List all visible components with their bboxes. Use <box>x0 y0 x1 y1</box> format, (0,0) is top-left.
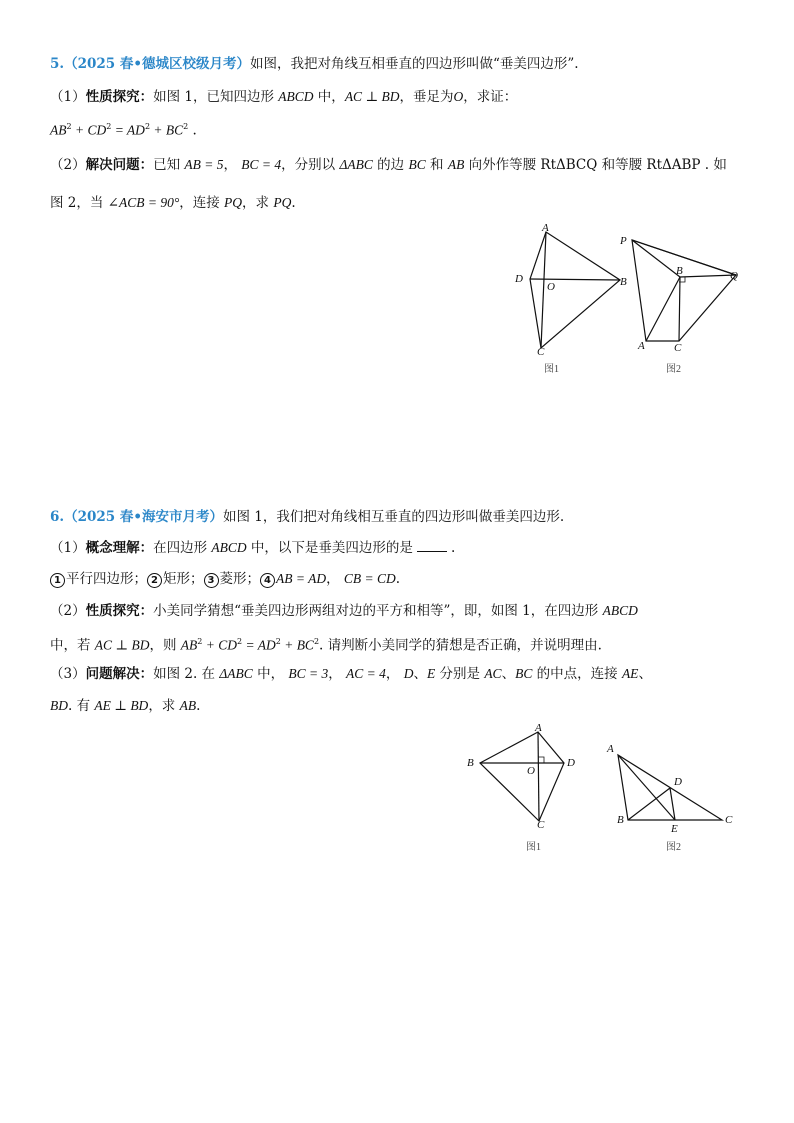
vertex-a: A <box>542 222 549 234</box>
q6-part3-text: . <box>196 698 201 714</box>
q5-part2-text: ，求 <box>242 195 274 211</box>
q5-part2-text: 已知 <box>153 157 185 173</box>
q6-quad-name: ABCD <box>211 540 247 555</box>
q6-figure-2 <box>600 740 750 860</box>
option-3-marker: 3 <box>204 573 219 588</box>
q6-part3-line <box>50 665 652 683</box>
q5-part2-line2 <box>50 194 296 212</box>
segment-bc <box>679 277 680 341</box>
q5-part2-text: 向外作等腰 RtΔBCQ 和等腰 RtΔABP . 如 <box>464 157 727 173</box>
q6-figure-1 <box>466 720 586 860</box>
figure-caption: 图1 <box>544 364 559 375</box>
q6-part2-text: 中，若 <box>50 637 95 654</box>
vertex-a: A <box>607 743 614 755</box>
segment-ab <box>646 277 680 341</box>
q5-source: （2025 春•德城区校级月考） <box>64 56 250 72</box>
q5-figure-2 <box>618 232 748 382</box>
q5-side: BC <box>408 157 426 172</box>
q5-segment: PQ <box>224 195 243 210</box>
q5-side: AB <box>447 157 465 172</box>
q6-part2-text: . 请判断小美同学的猜想是否正确，并说明理由. <box>319 637 602 654</box>
option-1: 平行四边形； <box>66 571 147 587</box>
option-4-cond-a: AB = AD <box>276 571 327 586</box>
q5-foot-point: O <box>453 89 464 104</box>
figure-caption: 图1 <box>526 842 541 853</box>
q5-bc-value: BC = 4 <box>241 157 282 172</box>
q5-part1-text: ，求证： <box>463 89 518 105</box>
formula-term: + CD <box>71 122 107 138</box>
formula-term: + CD <box>202 637 238 653</box>
q6-part3-text: ， <box>385 666 404 682</box>
q6-part3-text: 、 <box>413 666 427 682</box>
q6-number: 6. <box>50 509 65 525</box>
vertex-c: C <box>725 814 733 826</box>
q6-part2-keyword: 性质探究： <box>85 603 154 619</box>
q5-ab-value: AB = 5 <box>184 157 224 172</box>
vertex-b: B <box>676 265 683 277</box>
vertex-c: C <box>537 819 545 831</box>
q6-part2-line2: 中，若 AC ⊥ BD，则 $AB^2 + CD^2 = AD^2 + BC^2$. 请判断小美同学的猜想是否正确，并说明理由. <box>50 637 602 654</box>
q5-part1-text: 中， <box>313 89 345 105</box>
q5-part2-text: ，连接 <box>179 195 225 211</box>
q6-part1-text: 中，以下是垂美四边形的是 <box>246 540 413 556</box>
q6-part3-text: 的中点，连接 <box>532 666 622 682</box>
q5-number: 5. <box>50 56 65 72</box>
vertex-b: B <box>620 276 627 288</box>
q6-part1-text: 在四边形 <box>153 540 212 556</box>
q6-part3-text: 分别是 <box>435 666 485 682</box>
vertex-a: A <box>638 340 645 352</box>
q5-angle: ∠ACB = 90° <box>107 195 180 210</box>
q6-point-d: D <box>403 666 414 681</box>
q6-triangle: ΔABC <box>219 666 253 681</box>
vertex-q: Q <box>730 270 738 282</box>
q6-part3-keyword: 问题解决： <box>85 666 154 682</box>
vertex-c: C <box>674 342 682 354</box>
q5-part2-text: ，分别以 <box>281 157 340 173</box>
q5-part2-keyword: 解决问题： <box>85 157 154 173</box>
q6-part3-text: 、 <box>638 666 652 682</box>
q6-part1-label: （1） <box>50 540 86 556</box>
q5-part2-text: 图 2，当 <box>50 195 108 211</box>
formula-term: + BC <box>280 637 314 653</box>
q6-point-e: E <box>426 666 436 681</box>
vertex-p: P <box>620 235 627 247</box>
q6-part2-text: ，则 <box>149 637 181 654</box>
q6-bc-value: BC = 3 <box>288 666 329 681</box>
diagonal-ac <box>538 732 539 821</box>
q6-intro: 如图 1，我们把对角线相互垂直的四边形叫做垂美四边形. <box>223 509 565 525</box>
q5-part2-text: 的边 <box>372 157 409 173</box>
q6-part3-text: 中， <box>252 666 289 682</box>
formula-term: + BC <box>150 122 184 138</box>
point-o: O <box>547 281 555 293</box>
segment-pb <box>632 240 680 277</box>
answer-blank <box>417 539 447 552</box>
figure-caption: 图2 <box>666 364 681 375</box>
formula-term: = AD <box>242 637 276 653</box>
segment-bd <box>628 788 670 820</box>
formula-term: AB <box>50 122 67 138</box>
point-o: O <box>527 765 535 777</box>
q6-segment: AB <box>179 698 197 713</box>
q6-quad-name: ABCD <box>602 603 638 618</box>
option-4-end: . <box>395 571 401 587</box>
point-e: E <box>671 823 678 835</box>
q6-segment: BD <box>50 698 68 713</box>
q6-part3-line2 <box>50 697 200 715</box>
q5-title-line <box>50 55 579 73</box>
vertex-d: D <box>515 273 523 285</box>
q5-part1-keyword: 性质探究： <box>85 89 154 105</box>
q5-part1-text: ，垂足为 <box>399 89 454 105</box>
q6-part2-text: 小美同学猜想“垂美四边形两组对边的平方和相等”，即，如图 1，在四边形 <box>153 603 603 619</box>
q6-source: （2025 春•海安市月考） <box>64 509 223 525</box>
vertex-b: B <box>617 814 624 826</box>
q6-ac-value: AC = 4 <box>346 666 386 681</box>
q6-part2-line <box>50 602 638 620</box>
formula-end: . <box>192 122 197 139</box>
q5-triangle: ΔABC <box>339 157 373 172</box>
option-4-marker: 4 <box>260 573 275 588</box>
segment-bq <box>680 275 736 277</box>
option-2-marker: 2 <box>147 573 162 588</box>
q5-quad-name: ABCD <box>278 89 314 104</box>
q6-title-line <box>50 508 564 526</box>
q5-segment: PQ <box>273 195 292 210</box>
option-2: 矩形； <box>163 571 204 587</box>
q6-part3-text: 如图 2. 在 <box>153 666 220 682</box>
formula-term: AB <box>180 637 198 653</box>
q6-part3-label: （3） <box>50 666 86 682</box>
vertex-d: D <box>567 757 575 769</box>
q6-segment: AE <box>621 666 639 681</box>
vertex-b: B <box>467 757 474 769</box>
quad-outline <box>480 732 564 821</box>
segment-pq <box>632 240 736 275</box>
q5-part2-label: （2） <box>50 157 86 173</box>
q5-part2-line <box>50 156 727 174</box>
q6-perp-condition: AE ⊥ BD <box>94 698 149 713</box>
q6-options-line <box>50 570 400 588</box>
q5-intro: 如图，我把对角线互相垂直的四边形叫做“垂美四边形”. <box>250 56 579 72</box>
q6-part1-line <box>50 539 455 557</box>
q6-part2-label: （2） <box>50 603 86 619</box>
q5-part1-text: 如图 1，已知四边形 <box>153 89 279 105</box>
vertex-c: C <box>537 346 545 358</box>
outer-shape <box>632 240 736 341</box>
q6-perp-condition: AC ⊥ BD <box>94 637 150 653</box>
option-1-marker: 1 <box>50 573 65 588</box>
q6-side: BC <box>515 666 533 681</box>
option-4-cond-b: CB = CD <box>343 571 396 586</box>
option-4-sep: ， <box>326 571 344 587</box>
q5-formula: $AB^2 + CD^2 = AD^2 + BC^2$ . <box>50 122 197 139</box>
q6-part3-text: ，求 <box>148 698 180 714</box>
q6-part3-text: . 有 <box>68 698 95 714</box>
q5-part2-text: . <box>291 195 296 211</box>
q5-perp-condition: AC ⊥ BD <box>344 89 400 104</box>
q6-part3-text: 、 <box>501 666 516 682</box>
formula-term: = AD <box>111 122 145 138</box>
q5-part1-line <box>50 88 517 106</box>
q6-part1-text: . <box>450 540 456 556</box>
q6-part1-keyword: 概念理解： <box>85 540 154 556</box>
q6-side: AC <box>484 666 502 681</box>
q5-part2-text: ， <box>223 157 242 173</box>
vertex-a: A <box>535 722 542 734</box>
option-3: 菱形； <box>219 571 260 587</box>
triangle-abc <box>618 755 722 820</box>
q5-part1-label: （1） <box>50 89 86 105</box>
q6-part3-text: ， <box>328 666 347 682</box>
q5-part2-text: 和 <box>425 157 448 173</box>
diagonal-ac <box>541 232 546 348</box>
figure-caption: 图2 <box>666 842 681 853</box>
point-d: D <box>674 776 682 788</box>
